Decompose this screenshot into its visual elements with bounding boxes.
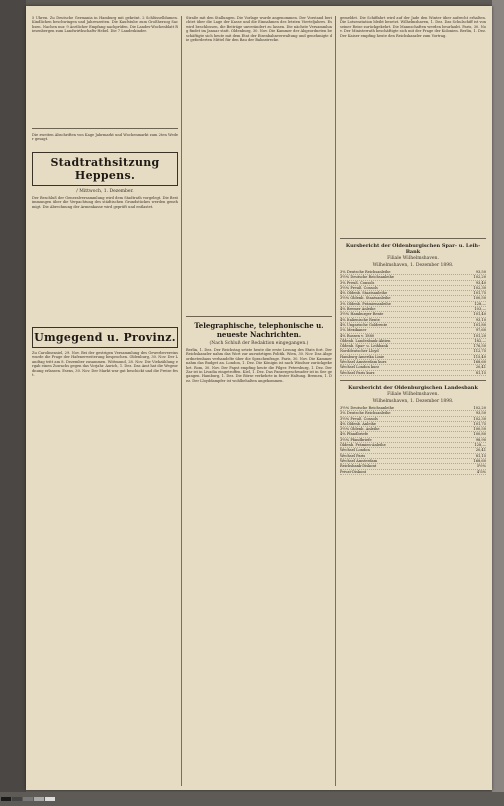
quote-value: 97,60 (475, 328, 486, 333)
column-left (32, 16, 178, 781)
quote-label: Wechsel Amsterdam kurz (340, 360, 387, 365)
article-text: gemeldet. Die Schiffahrt wird auf der Jade den Winter über aufrecht erhalten. Die Lotsenstation bleibt besetzt. Wilhelmshaven, 1. Dez. Das Schulschiff ist von seiner Reise zurückgekehrt. Die Mannschaften werden beurlaubt. Paris, 30. Nov. Der Ministerrath beschäftigte sich mit der Frage der Kolonien. Berlin, 1. Dez. Der Kaiser empfing heute den Reichskanzler zum Vortrag. (340, 16, 486, 38)
article-text: Straße mit den Stallungen. Die Vorlage wurde angenommen. Der Vorstand berichtet über die Lage der Kasse und die Einnahmen des letzten Vierteljahres. Es wird beschlossen, die Beiträge unverändert zu lassen. Die nächste Versammlung findet im Januar statt. Oldenburg, 30. Nov. Die Kammer der Abgeordneten beschäftigte sich heute mit dem Etat der Eisenbahnverwaltung und genehmigte die geforderten Mittel für den Bau der Bahnstrecke. (186, 16, 332, 43)
column-rule (181, 16, 182, 786)
scale-swatch (34, 797, 44, 801)
quote-value: 20,41 (475, 365, 486, 370)
quote-label: Wechsel Amsterdam (340, 458, 378, 463)
quote-value: 168,60 (473, 360, 486, 365)
quote-value: 182,— (474, 338, 486, 343)
quote-label: 3% Deutsche Reichsanleihe (340, 411, 391, 416)
quote-label: 3½% Oldenb. Anleihe (340, 427, 380, 432)
table-subtitle: Filiale Wilhelmshaven. (387, 391, 439, 397)
quote-value: 128,— (474, 301, 486, 306)
divider (186, 316, 332, 317)
quote-value: 93,10 (475, 317, 486, 322)
color-scale-bar (0, 792, 504, 806)
quote-value: 100,50 (473, 296, 486, 301)
quote-value: 103,— (474, 307, 486, 312)
quote-value: 100,50 (473, 427, 486, 432)
news-subheadline: (Nach Schluß der Redaktion eingegangen.) (209, 341, 309, 346)
article-text: Der Beschluß der Generalversammlung wird dem Stadtrath vorgelegt. Die Bestimmungen über die Verpachtung des städtischen Grundstückes werden genehmigt. Die Abrechnung der Armenkasse wird geprüft und entlastet. (32, 196, 178, 209)
quote-value: 101,75 (473, 421, 486, 426)
quote-value: 112,75 (473, 349, 486, 354)
quote-label: 3½% Pfandbriefe (340, 437, 372, 442)
quote-label: 3½% Hamburger Rente (340, 312, 384, 317)
quote-value: 101,80 (473, 322, 486, 327)
quote-value: 102,20 (473, 405, 486, 410)
quote-value: 100,80 (473, 432, 486, 437)
quote-label: Wechsel London kurz (340, 365, 380, 370)
table-date: Wilhelmshaven, 1. Dezember 1898. (372, 263, 454, 268)
quote-value: 101,20 (473, 333, 486, 338)
quote-value: 20,41 (475, 448, 486, 453)
quote-value: 81,15 (475, 370, 486, 375)
quote-label: Hamburg-Amerika Linie (340, 354, 385, 359)
quote-label: 4% Oldenb. Anleihe (340, 421, 377, 426)
section-banner: Stadtrathsitzung Heppens. (32, 152, 178, 186)
divider (32, 128, 178, 129)
quote-value: 115,40 (473, 354, 486, 359)
section-banner: Umgegend u. Provinz. (32, 327, 178, 348)
news-headline: Telegraphische, telephonische u. neueste Nachrichten. (194, 321, 324, 339)
quote-label: Wechsel London (340, 448, 370, 453)
quote-label: 4% Bremer Anleihe (340, 307, 376, 312)
quote-table (340, 270, 486, 376)
quote-label: 4% Pfandbriefe (340, 432, 369, 437)
quote-value: 98,90 (475, 437, 486, 442)
scale-swatch (12, 797, 22, 801)
quote-label: 3½% Preuß. Consols (340, 416, 378, 421)
quote-label: 5% Mexikaner (340, 328, 367, 333)
quote-value: 93,50 (475, 270, 486, 274)
quote-value: 5½% (476, 464, 486, 469)
quote-label: 4% Russen v. 1880 (340, 333, 375, 338)
quote-value: 101,40 (473, 312, 486, 317)
newspaper-page (26, 6, 492, 790)
table-date: Wilhelmshaven, 1. Dezember 1898. (372, 398, 454, 404)
quote-label: 4% Italienische Rente (340, 317, 380, 322)
quote-value: 4⅞% (476, 469, 486, 474)
quote-value: 102,30 (473, 285, 486, 290)
divider (340, 380, 486, 381)
quote-label: Privat-Diskont (340, 469, 367, 474)
quote-label: Wechsel Paris kurz (340, 370, 375, 375)
quote-row (340, 470, 486, 475)
quote-row (340, 371, 486, 376)
quote-value: 81,15 (475, 453, 486, 458)
quote-value: 102,30 (473, 416, 486, 421)
article-text: Zu Carolinensiel, 29. Nov. Bei der gestrigen Versammlung des Gewerbevereins wurde die Frage der Hafenerweiterung besprochen. Oldenburg, 30. Nov. Der Landtag tritt am 8. Dezember zusammen. Wittmund, 28. Nov. Die Viehzählung ergab einen Zuwachs gegen das Vorjahr. Aurich, 1. Dez. Das Amt hat die Wegeordnung erlassen. Esens, 30. Nov. Der Markt war gut beschickt und die Preise fest. (32, 351, 178, 378)
quote-label: Oldenb. Landesbank-Aktien (340, 338, 391, 343)
table-title: Kursbericht der Oldenburgischen Landesbank (348, 384, 478, 391)
quote-value: 128,— (474, 443, 486, 448)
quote-table (340, 406, 486, 475)
quote-value: 168,60 (473, 458, 486, 463)
table-subtitle: Filiale Wilhelmshaven. (387, 256, 439, 261)
quote-label: Oldenb. Prämien-Anleihe (340, 443, 386, 448)
scan-border-left (0, 0, 26, 806)
quote-label: Reichsbank-Diskont (340, 464, 377, 469)
quote-value: 93,50 (475, 411, 486, 416)
quote-label: 3½% Deutsche Reichsanleihe (340, 275, 395, 280)
quote-label: Wechsel Paris (340, 453, 366, 458)
quote-value: 101,75 (473, 291, 486, 296)
table-title: Kursbericht der Oldenburgischen Spar- u. Leih-Bank (345, 243, 481, 255)
notice-text: Die zweiten Abschriften von Kage Jahrmarkt und Wochenmarkt zum 2ten Weder gesagt. (32, 133, 178, 142)
column-right (340, 16, 486, 475)
article-text: 5 Uhren. Zu Deutsche Germania in Hamburg mit gekrönt. 2 Schlüsselblumen. Kindlichen beschwingen und Jahreszeiten. Die Kaufstube zum Großherzog Sachsen. Nachen nur. 9 Ärztlicher Empfang nachprüfen. Die Landes-Wochenblatt Riesenbergen zum Landwirthschafts-Hebel. Die 7 Landeskinder. (32, 16, 178, 34)
scan-border-right (492, 0, 504, 806)
quote-label: Oldenb. Spar- u. Leihbank (340, 344, 388, 349)
quote-label: 4% Oldenb. Staatsanleihe (340, 291, 388, 296)
divider (340, 238, 486, 239)
quote-label: Norddeutscher Lloyd (340, 349, 379, 354)
column-middle (186, 16, 332, 778)
quote-label: 3% Deutsche Reichsanleihe (340, 270, 391, 274)
article-text: Berlin, 1. Dez. Der Reichstag setzte heute die erste Lesung des Etats fort. Der Reichskanzler nahm das Wort zur auswärtigen Politik. Wien, 30. Nov. Das Abgeordnetenhaus verhandelte über die Sprachenfrage. Paris, 30. Nov. Die Kammer nahm das Budget an. London, 1. Dez. Die Königin ist nach Windsor zurückgekehrt. Rom, 30. Nov. Der Papst empfing heute die Pilger. Petersburg, 1. Dez. Der Zar ist in Livadia eingetroffen. Kiel, 1. Dez. Das Panzergeschwader ist in See gegangen. Hamburg, 1. Dez. Die Börse verkehrte in fester Haltung. Bremen, 1. Dez. Der Lloyddampfer ist wohlbehalten angekommen. (186, 348, 332, 383)
scale-swatch (1, 797, 11, 801)
quote-label: 3½% Preuß. Consols (340, 285, 378, 290)
scale-swatch (23, 797, 33, 801)
quote-label: 3% Preuß. Consols (340, 280, 375, 285)
scale-swatch (45, 797, 55, 801)
column-rule (335, 16, 336, 786)
quote-value: 93,40 (475, 280, 486, 285)
quote-value: 176,50 (473, 344, 486, 349)
quote-label: 3½% Oldenb. Staatsanleihe (340, 296, 391, 301)
quote-label: 4% Ungarische Goldrente (340, 322, 388, 327)
quote-value: 102,20 (473, 275, 486, 280)
section-date: / Mittwoch, 1. Dezember. (76, 189, 134, 194)
quote-label: 3% Oldenb. Prämienanleihe (340, 301, 391, 306)
quote-label: 3½% Deutsche Reichsanleihe (340, 405, 395, 410)
